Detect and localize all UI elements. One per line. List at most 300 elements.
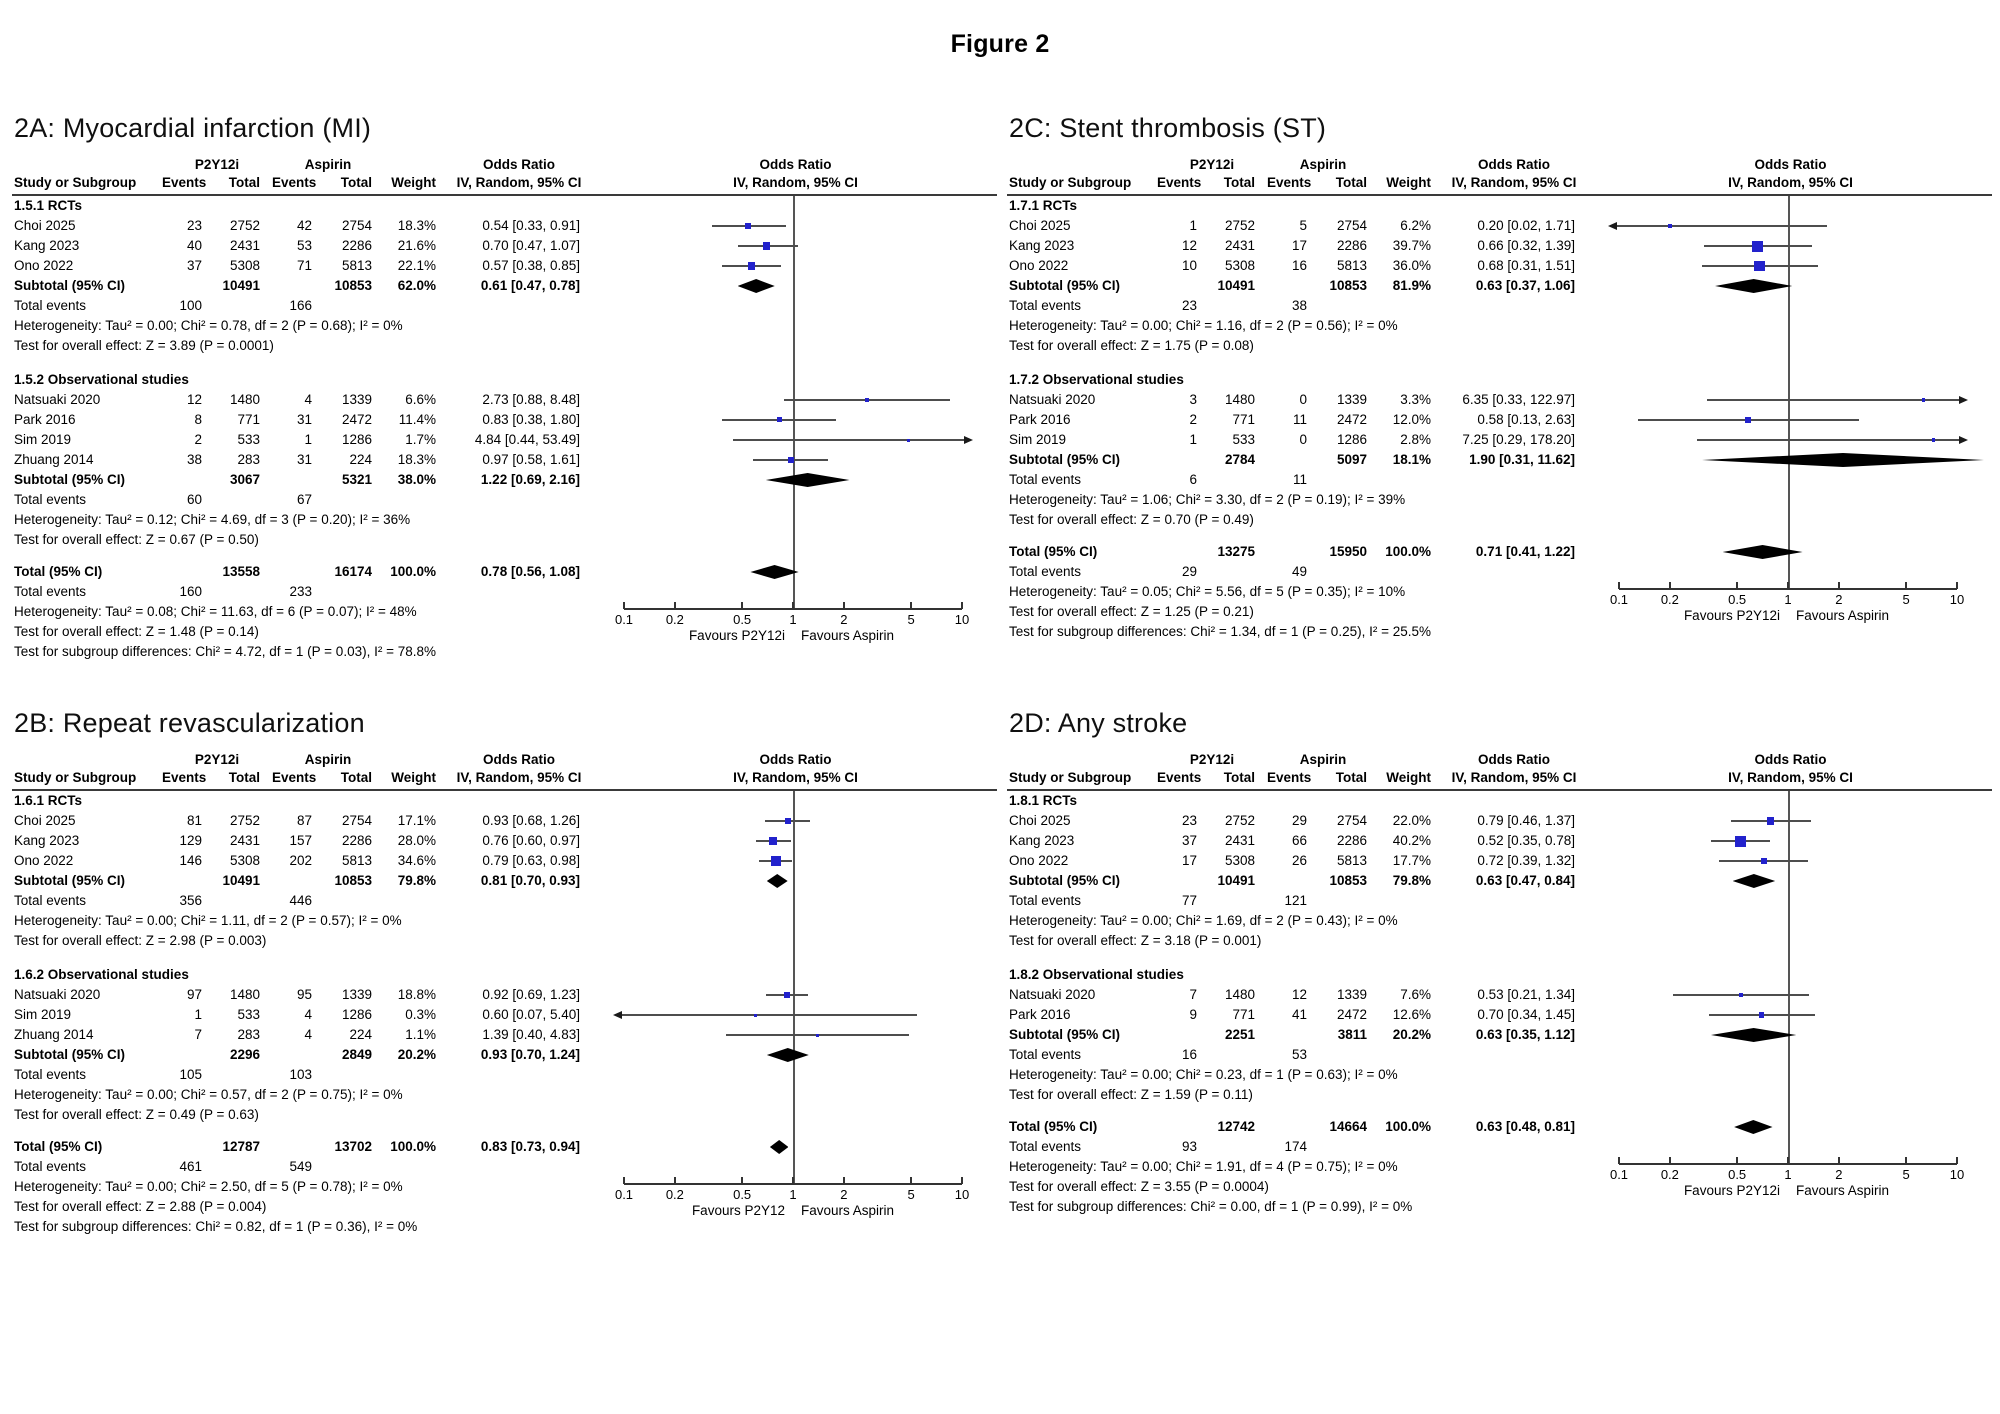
weight-value: 100.0% — [1385, 1119, 1431, 1135]
subtotal-row — [1007, 1025, 1992, 1045]
aspirin-total: 2754 — [341, 218, 372, 234]
total-column-header: Total — [1223, 175, 1255, 191]
group1-header: P2Y12i — [194, 752, 240, 768]
p2y12i-total: 2251 — [1224, 1027, 1255, 1043]
odds-ratio-ci: 0.76 [0.60, 0.97] — [482, 833, 580, 849]
p2y12i-total: 771 — [237, 412, 260, 428]
p2y12i-events-sum: 23 — [1181, 298, 1197, 314]
header-column-row — [1007, 174, 1992, 192]
axis-tick-label: 0.1 — [1609, 592, 1629, 607]
aspirin-total: 10853 — [334, 873, 372, 889]
overall-effect-text — [1007, 602, 1992, 622]
study-name: Park 2016 — [14, 412, 76, 428]
header-column-row — [12, 174, 997, 192]
weight-value: 100.0% — [390, 1139, 436, 1155]
p2y12i-total: 10491 — [1217, 278, 1255, 294]
study-name: Choi 2025 — [14, 813, 76, 829]
weight-column-header: Weight — [391, 175, 436, 191]
p2y12i-total: 283 — [237, 452, 260, 468]
total-events-label: Total events — [1009, 1047, 1082, 1063]
aspirin-events: 4 — [304, 1027, 312, 1043]
p2y12i-events: 12 — [1181, 238, 1197, 254]
p2y12i-events: 146 — [179, 853, 202, 869]
total-row — [12, 562, 997, 582]
aspirin-total: 13702 — [334, 1139, 372, 1155]
odds-ratio-ci: 0.83 [0.73, 0.94] — [480, 1139, 580, 1155]
axis-tick-label: 0.1 — [614, 1187, 634, 1202]
p2y12i-events: 3 — [1189, 392, 1197, 408]
p2y12i-events: 7 — [1189, 987, 1197, 1003]
subgroup-header — [1007, 965, 1992, 985]
axis-tick-label: 2 — [1835, 592, 1843, 607]
overall-effect-text — [1007, 336, 1992, 356]
aspirin-events: 71 — [296, 258, 312, 274]
summary-label: Total (95% CI) — [1009, 544, 1098, 560]
summary-label: Total (95% CI) — [14, 564, 103, 580]
method-column-header: IV, Random, 95% CI — [1451, 175, 1577, 191]
total-events-label: Total events — [1009, 564, 1082, 580]
study-row — [12, 1025, 997, 1045]
odds-ratio-ci: 0.57 [0.38, 0.85] — [482, 258, 580, 274]
overall-effect-text: Test for overall effect: Z = 1.25 (P = 0.21) — [1009, 604, 1254, 620]
p2y12i-events-sum: 29 — [1181, 564, 1197, 580]
favours-left-label: Favours P2Y12 — [691, 1203, 785, 1218]
overall-effect-text — [12, 1197, 997, 1217]
p2y12i-total: 2784 — [1224, 452, 1255, 468]
forest-rows — [1007, 791, 1992, 1217]
p2y12i-events-sum: 60 — [186, 492, 202, 508]
p2y12i-total: 2752 — [229, 218, 260, 234]
subgroup-header: 1.7.1 RCTs — [1009, 198, 1078, 214]
group1-header: P2Y12i — [194, 157, 240, 173]
aspirin-events-sum: 49 — [1291, 564, 1307, 580]
heterogeneity-text: Heterogeneity: Tau² = 0.00; Chi² = 0.57, df = 2 (P = 0.75); I² = 0% — [14, 1087, 403, 1103]
summary-label: Total (95% CI) — [1009, 1119, 1098, 1135]
aspirin-total: 2754 — [1336, 813, 1367, 829]
weight-value: 39.7% — [1392, 238, 1431, 254]
aspirin-total: 2286 — [341, 238, 372, 254]
heterogeneity-text: Heterogeneity: Tau² = 0.00; Chi² = 0.23, df = 1 (P = 0.63); I² = 0% — [1009, 1067, 1398, 1083]
p2y12i-total: 1480 — [1224, 987, 1255, 1003]
p2y12i-total: 283 — [237, 1027, 260, 1043]
aspirin-events: 4 — [304, 1007, 312, 1023]
overall-effect-text — [12, 931, 997, 951]
odds-ratio-header: Odds Ratio — [1477, 157, 1550, 173]
p2y12i-total: 771 — [1232, 1007, 1255, 1023]
panel-title: 2C: Stent thrombosis (ST) — [1009, 113, 1327, 143]
forest-rows — [12, 196, 997, 662]
aspirin-total: 5813 — [341, 853, 372, 869]
aspirin-events-sum: 121 — [1284, 893, 1307, 909]
axis-tick-label: 2 — [840, 612, 848, 627]
subgroup-header — [1007, 196, 1992, 216]
method-column-header: IV, Random, 95% CI — [456, 175, 582, 191]
total-events-row — [12, 891, 997, 911]
heterogeneity-text: Heterogeneity: Tau² = 0.05; Chi² = 5.56, df = 5 (P = 0.35); I² = 10% — [1009, 584, 1406, 600]
odds-ratio-ci: 0.78 [0.56, 1.08] — [480, 564, 580, 580]
aspirin-events: 0 — [1299, 432, 1307, 448]
p2y12i-total: 771 — [1232, 412, 1255, 428]
header-group-row — [1007, 156, 1992, 174]
study-row — [1007, 985, 1992, 1005]
heterogeneity-text: Heterogeneity: Tau² = 0.00; Chi² = 1.16, df = 2 (P = 0.56); I² = 0% — [1009, 318, 1398, 334]
group2-header: Aspirin — [304, 157, 352, 173]
aspirin-events-sum: 446 — [289, 893, 312, 909]
p2y12i-events-sum: 93 — [1181, 1139, 1197, 1155]
aspirin-events: 87 — [296, 813, 312, 829]
aspirin-events: 16 — [1291, 258, 1307, 274]
axis-tick-label: 0.1 — [614, 612, 634, 627]
p2y12i-events: 17 — [1181, 853, 1197, 869]
p2y12i-total: 2431 — [1224, 238, 1255, 254]
total-events-row — [1007, 562, 1992, 582]
overall-effect-text: Test for overall effect: Z = 0.49 (P = 0.63) — [14, 1107, 259, 1123]
plot-odds-ratio-header: Odds Ratio — [1754, 752, 1827, 768]
aspirin-events: 31 — [296, 412, 312, 428]
subgroup-header — [12, 965, 997, 985]
total-events-row — [1007, 1137, 1992, 1157]
p2y12i-total: 2431 — [229, 238, 260, 254]
heterogeneity-text: Heterogeneity: Tau² = 0.00; Chi² = 1.91, df = 4 (P = 0.75); I² = 0% — [1009, 1159, 1398, 1175]
p2y12i-total: 2752 — [1224, 218, 1255, 234]
study-name: Choi 2025 — [1009, 813, 1071, 829]
method-column-header: IV, Random, 95% CI — [1451, 770, 1577, 786]
aspirin-total: 2754 — [341, 813, 372, 829]
total-events-row — [12, 1157, 997, 1177]
odds-ratio-header: Odds Ratio — [1477, 752, 1550, 768]
p2y12i-total: 2752 — [229, 813, 260, 829]
odds-ratio-ci: 0.79 [0.63, 0.98] — [482, 853, 580, 869]
table-header — [1007, 751, 1992, 791]
p2y12i-total: 1480 — [229, 987, 260, 1003]
p2y12i-events-sum: 105 — [179, 1067, 202, 1083]
aspirin-events: 26 — [1291, 853, 1307, 869]
overall-effect-text: Test for overall effect: Z = 3.89 (P = 0.0001) — [14, 338, 274, 354]
subgroup-header: 1.8.1 RCTs — [1009, 793, 1078, 809]
odds-ratio-ci: 0.52 [0.35, 0.78] — [1477, 833, 1575, 849]
study-row — [12, 430, 997, 450]
study-row — [1007, 390, 1992, 410]
favours-right-label: Favours Aspirin — [1796, 608, 1890, 623]
p2y12i-events-sum: 100 — [179, 298, 202, 314]
total-column-header: Total — [340, 770, 372, 786]
forest-rows — [1007, 196, 1992, 642]
weight-value: 3.3% — [1400, 392, 1431, 408]
study-column-header: Study or Subgroup — [14, 770, 137, 786]
p2y12i-events: 37 — [1181, 833, 1197, 849]
overall-effect-text: Test for overall effect: Z = 3.55 (P = 0.0004) — [1009, 1179, 1269, 1195]
weight-value: 0.3% — [405, 1007, 436, 1023]
events-column-header: Events — [162, 770, 207, 786]
aspirin-total: 2849 — [341, 1047, 372, 1063]
axis-tick-label: 0.5 — [733, 1187, 752, 1202]
study-column-header: Study or Subgroup — [1009, 770, 1132, 786]
total-events-label: Total events — [14, 492, 87, 508]
p2y12i-events-sum: 356 — [179, 893, 202, 909]
overall-effect-text — [1007, 510, 1992, 530]
panel-title: 2D: Any stroke — [1009, 708, 1188, 738]
forest-plot — [12, 751, 997, 1237]
weight-value: 34.6% — [397, 853, 436, 869]
weight-value: 18.3% — [397, 452, 436, 468]
spacer-row — [12, 550, 997, 562]
p2y12i-events: 1 — [194, 1007, 202, 1023]
study-row — [1007, 1005, 1992, 1025]
study-row — [1007, 430, 1992, 450]
aspirin-events-sum: 233 — [289, 584, 312, 600]
total-column-header: Total — [228, 175, 260, 191]
study-row — [1007, 410, 1992, 430]
forest-rows — [12, 791, 997, 1237]
table-header — [12, 751, 997, 791]
total-events-label: Total events — [14, 584, 87, 600]
method-column-header: IV, Random, 95% CI — [456, 770, 582, 786]
study-row — [1007, 216, 1992, 236]
plot-method-header: IV, Random, 95% CI — [1728, 770, 1853, 786]
axis-tick-label: 1 — [789, 1187, 797, 1202]
axis-tick-label: 0.2 — [665, 612, 684, 627]
heterogeneity-text — [12, 316, 997, 336]
group2-header: Aspirin — [1299, 157, 1347, 173]
odds-ratio-ci: 0.63 [0.37, 1.06] — [1475, 278, 1575, 294]
plot-method-header: IV, Random, 95% CI — [733, 770, 858, 786]
odds-ratio-ci: 0.68 [0.31, 1.51] — [1477, 258, 1575, 274]
p2y12i-total: 1480 — [229, 392, 260, 408]
p2y12i-events: 1 — [1189, 432, 1197, 448]
aspirin-total: 10853 — [1329, 873, 1367, 889]
subgroup-header: 1.6.1 RCTs — [14, 793, 83, 809]
total-events-label: Total events — [14, 893, 87, 909]
study-row — [12, 450, 997, 470]
weight-value: 100.0% — [1385, 544, 1431, 560]
subtotal-row — [12, 470, 997, 490]
total-column-header: Total — [1335, 770, 1367, 786]
aspirin-events: 5 — [1299, 218, 1307, 234]
p2y12i-events: 8 — [194, 412, 202, 428]
odds-ratio-ci: 0.70 [0.47, 1.07] — [482, 238, 580, 254]
events-column-header: Events — [1157, 175, 1202, 191]
aspirin-events: 31 — [296, 452, 312, 468]
aspirin-total: 1286 — [341, 432, 372, 448]
odds-ratio-ci: 1.39 [0.40, 4.83] — [482, 1027, 580, 1043]
weight-column-header: Weight — [391, 770, 436, 786]
p2y12i-total: 2296 — [229, 1047, 260, 1063]
axis-tick-label: 5 — [907, 612, 915, 627]
p2y12i-total: 5308 — [1224, 853, 1255, 869]
odds-ratio-ci: 0.63 [0.47, 0.84] — [1475, 873, 1575, 889]
weight-value: 12.0% — [1392, 412, 1431, 428]
odds-ratio-ci: 0.66 [0.32, 1.39] — [1477, 238, 1575, 254]
total-row — [12, 1137, 997, 1157]
subgroup-header: 1.7.2 Observational studies — [1009, 372, 1184, 388]
study-name: Kang 2023 — [14, 238, 80, 254]
study-name: Choi 2025 — [1009, 218, 1071, 234]
weight-value: 81.9% — [1392, 278, 1431, 294]
favours-right-label: Favours Aspirin — [1796, 1183, 1890, 1198]
group1-header: P2Y12i — [1189, 752, 1235, 768]
heterogeneity-text — [1007, 1065, 1992, 1085]
odds-ratio-ci: 0.92 [0.69, 1.23] — [482, 987, 580, 1003]
total-column-header: Total — [1335, 175, 1367, 191]
overall-effect-text — [12, 530, 997, 550]
axis-tick-label: 10 — [954, 1187, 970, 1202]
axis-tick-label: 5 — [907, 1187, 915, 1202]
overall-effect-text — [12, 622, 997, 642]
p2y12i-total: 3067 — [229, 472, 260, 488]
aspirin-events-sum: 174 — [1284, 1139, 1307, 1155]
aspirin-total: 2472 — [341, 412, 372, 428]
heterogeneity-text — [12, 1085, 997, 1105]
panel-2c-stent-thrombosis — [1007, 113, 1992, 662]
odds-ratio-ci: 0.93 [0.68, 1.26] — [482, 813, 580, 829]
aspirin-total: 10853 — [334, 278, 372, 294]
weight-value: 18.3% — [397, 218, 436, 234]
study-name: Sim 2019 — [14, 432, 72, 448]
aspirin-total: 2286 — [341, 833, 372, 849]
study-row — [12, 851, 997, 871]
events-column-header: Events — [1267, 770, 1312, 786]
p2y12i-events: 97 — [186, 987, 202, 1003]
axis-tick-label: 10 — [954, 612, 970, 627]
aspirin-total: 1286 — [341, 1007, 372, 1023]
odds-ratio-ci: 0.83 [0.38, 1.80] — [482, 412, 580, 428]
odds-ratio-ci: 7.25 [0.29, 178.20] — [1462, 432, 1575, 448]
p2y12i-total: 2431 — [1224, 833, 1255, 849]
aspirin-events: 41 — [1291, 1007, 1307, 1023]
events-column-header: Events — [272, 770, 317, 786]
study-row — [1007, 256, 1992, 276]
heterogeneity-text — [1007, 490, 1992, 510]
forest-plot — [12, 156, 997, 662]
group1-header: P2Y12i — [1189, 157, 1235, 173]
plot-odds-ratio-header: Odds Ratio — [1754, 157, 1827, 173]
study-name: Kang 2023 — [1009, 833, 1075, 849]
subgroup-header — [12, 196, 997, 216]
odds-ratio-ci: 0.53 [0.21, 1.34] — [1477, 987, 1575, 1003]
summary-label: Total (95% CI) — [14, 1139, 103, 1155]
total-events-label: Total events — [1009, 298, 1082, 314]
p2y12i-total: 10491 — [1217, 873, 1255, 889]
p2y12i-total: 2431 — [229, 833, 260, 849]
aspirin-total: 2286 — [1336, 238, 1367, 254]
aspirin-events: 12 — [1291, 987, 1307, 1003]
panel-2b-repeat-revascularization — [12, 708, 997, 1237]
header-group-row — [12, 751, 997, 769]
weight-value: 100.0% — [390, 564, 436, 580]
study-row — [12, 831, 997, 851]
summary-label: Subtotal (95% CI) — [14, 873, 126, 889]
weight-value: 2.8% — [1400, 432, 1431, 448]
total-row — [1007, 542, 1992, 562]
summary-label: Subtotal (95% CI) — [1009, 1027, 1121, 1043]
table-header — [12, 156, 997, 196]
p2y12i-total: 10491 — [222, 278, 260, 294]
events-column-header: Events — [1267, 175, 1312, 191]
weight-column-header: Weight — [1386, 175, 1431, 191]
summary-label: Subtotal (95% CI) — [1009, 278, 1121, 294]
group2-header: Aspirin — [304, 752, 352, 768]
p2y12i-events: 129 — [179, 833, 202, 849]
weight-value: 79.8% — [1392, 873, 1431, 889]
study-name: Zhuang 2014 — [14, 452, 94, 468]
total-row — [1007, 1117, 1992, 1137]
weight-value: 17.7% — [1392, 853, 1431, 869]
p2y12i-total: 533 — [237, 432, 260, 448]
forest-plot — [1007, 156, 1992, 642]
p2y12i-total: 5308 — [229, 258, 260, 274]
aspirin-events: 1 — [304, 432, 312, 448]
p2y12i-events: 12 — [186, 392, 202, 408]
study-name: Kang 2023 — [1009, 238, 1075, 254]
p2y12i-events: 40 — [186, 238, 202, 254]
odds-ratio-ci: 4.84 [0.44, 53.49] — [474, 432, 580, 448]
subtotal-row — [12, 1045, 997, 1065]
study-name: Natsuaki 2020 — [14, 987, 101, 1003]
subgroup-differences-text: Test for subgroup differences: Chi² = 0.82, df = 1 (P = 0.36), I² = 0% — [14, 1219, 418, 1235]
weight-value: 28.0% — [397, 833, 436, 849]
study-name: Ono 2022 — [1009, 258, 1069, 274]
heterogeneity-text — [12, 1177, 997, 1197]
overall-effect-text — [1007, 931, 1992, 951]
heterogeneity-text — [1007, 1157, 1992, 1177]
summary-label: Subtotal (95% CI) — [14, 278, 126, 294]
forest-plot — [1007, 751, 1992, 1217]
panels-grid — [12, 113, 2000, 1237]
overall-effect-text: Test for overall effect: Z = 1.59 (P = 0.11) — [1009, 1087, 1253, 1103]
total-column-header: Total — [1223, 770, 1255, 786]
heterogeneity-text: Heterogeneity: Tau² = 0.00; Chi² = 1.11, df = 2 (P = 0.57); I² = 0% — [14, 913, 402, 929]
weight-value: 36.0% — [1392, 258, 1431, 274]
total-column-header: Total — [228, 770, 260, 786]
weight-value: 79.8% — [397, 873, 436, 889]
overall-effect-text — [1007, 1177, 1992, 1197]
study-row — [1007, 811, 1992, 831]
study-row — [12, 811, 997, 831]
study-column-header: Study or Subgroup — [14, 175, 137, 191]
p2y12i-total: 12787 — [222, 1139, 260, 1155]
heterogeneity-text: Heterogeneity: Tau² = 1.06; Chi² = 3.30, df = 2 (P = 0.19); I² = 39% — [1009, 492, 1406, 508]
aspirin-total: 5321 — [341, 472, 372, 488]
aspirin-events-sum: 549 — [289, 1159, 312, 1175]
overall-effect-text: Test for overall effect: Z = 1.48 (P = 0.14) — [14, 624, 259, 640]
p2y12i-events: 1 — [1189, 218, 1197, 234]
odds-ratio-ci: 0.63 [0.35, 1.12] — [1475, 1027, 1575, 1043]
spacer-row — [1007, 356, 1992, 370]
aspirin-total: 5097 — [1336, 452, 1367, 468]
spacer-row — [12, 356, 997, 370]
aspirin-total: 5813 — [1336, 258, 1367, 274]
odds-ratio-ci: 6.35 [0.33, 122.97] — [1462, 392, 1575, 408]
aspirin-events-sum: 103 — [289, 1067, 312, 1083]
study-name: Sim 2019 — [14, 1007, 72, 1023]
subtotal-row — [12, 871, 997, 891]
axis-tick-label: 0.2 — [1660, 1167, 1679, 1182]
aspirin-total: 2472 — [1336, 1007, 1367, 1023]
favours-right-label: Favours Aspirin — [801, 628, 895, 643]
study-name: Choi 2025 — [14, 218, 76, 234]
study-name: Ono 2022 — [14, 258, 74, 274]
study-name: Park 2016 — [1009, 412, 1071, 428]
plot-method-header: IV, Random, 95% CI — [733, 175, 858, 191]
subgroup-header — [1007, 370, 1992, 390]
subtotal-row — [1007, 450, 1992, 470]
panel-2d-any-stroke — [1007, 708, 1992, 1237]
study-name: Ono 2022 — [1009, 853, 1069, 869]
total-events-row — [12, 490, 997, 510]
odds-ratio-ci: 0.97 [0.58, 1.61] — [482, 452, 580, 468]
events-column-header: Events — [162, 175, 207, 191]
p2y12i-events: 7 — [194, 1027, 202, 1043]
